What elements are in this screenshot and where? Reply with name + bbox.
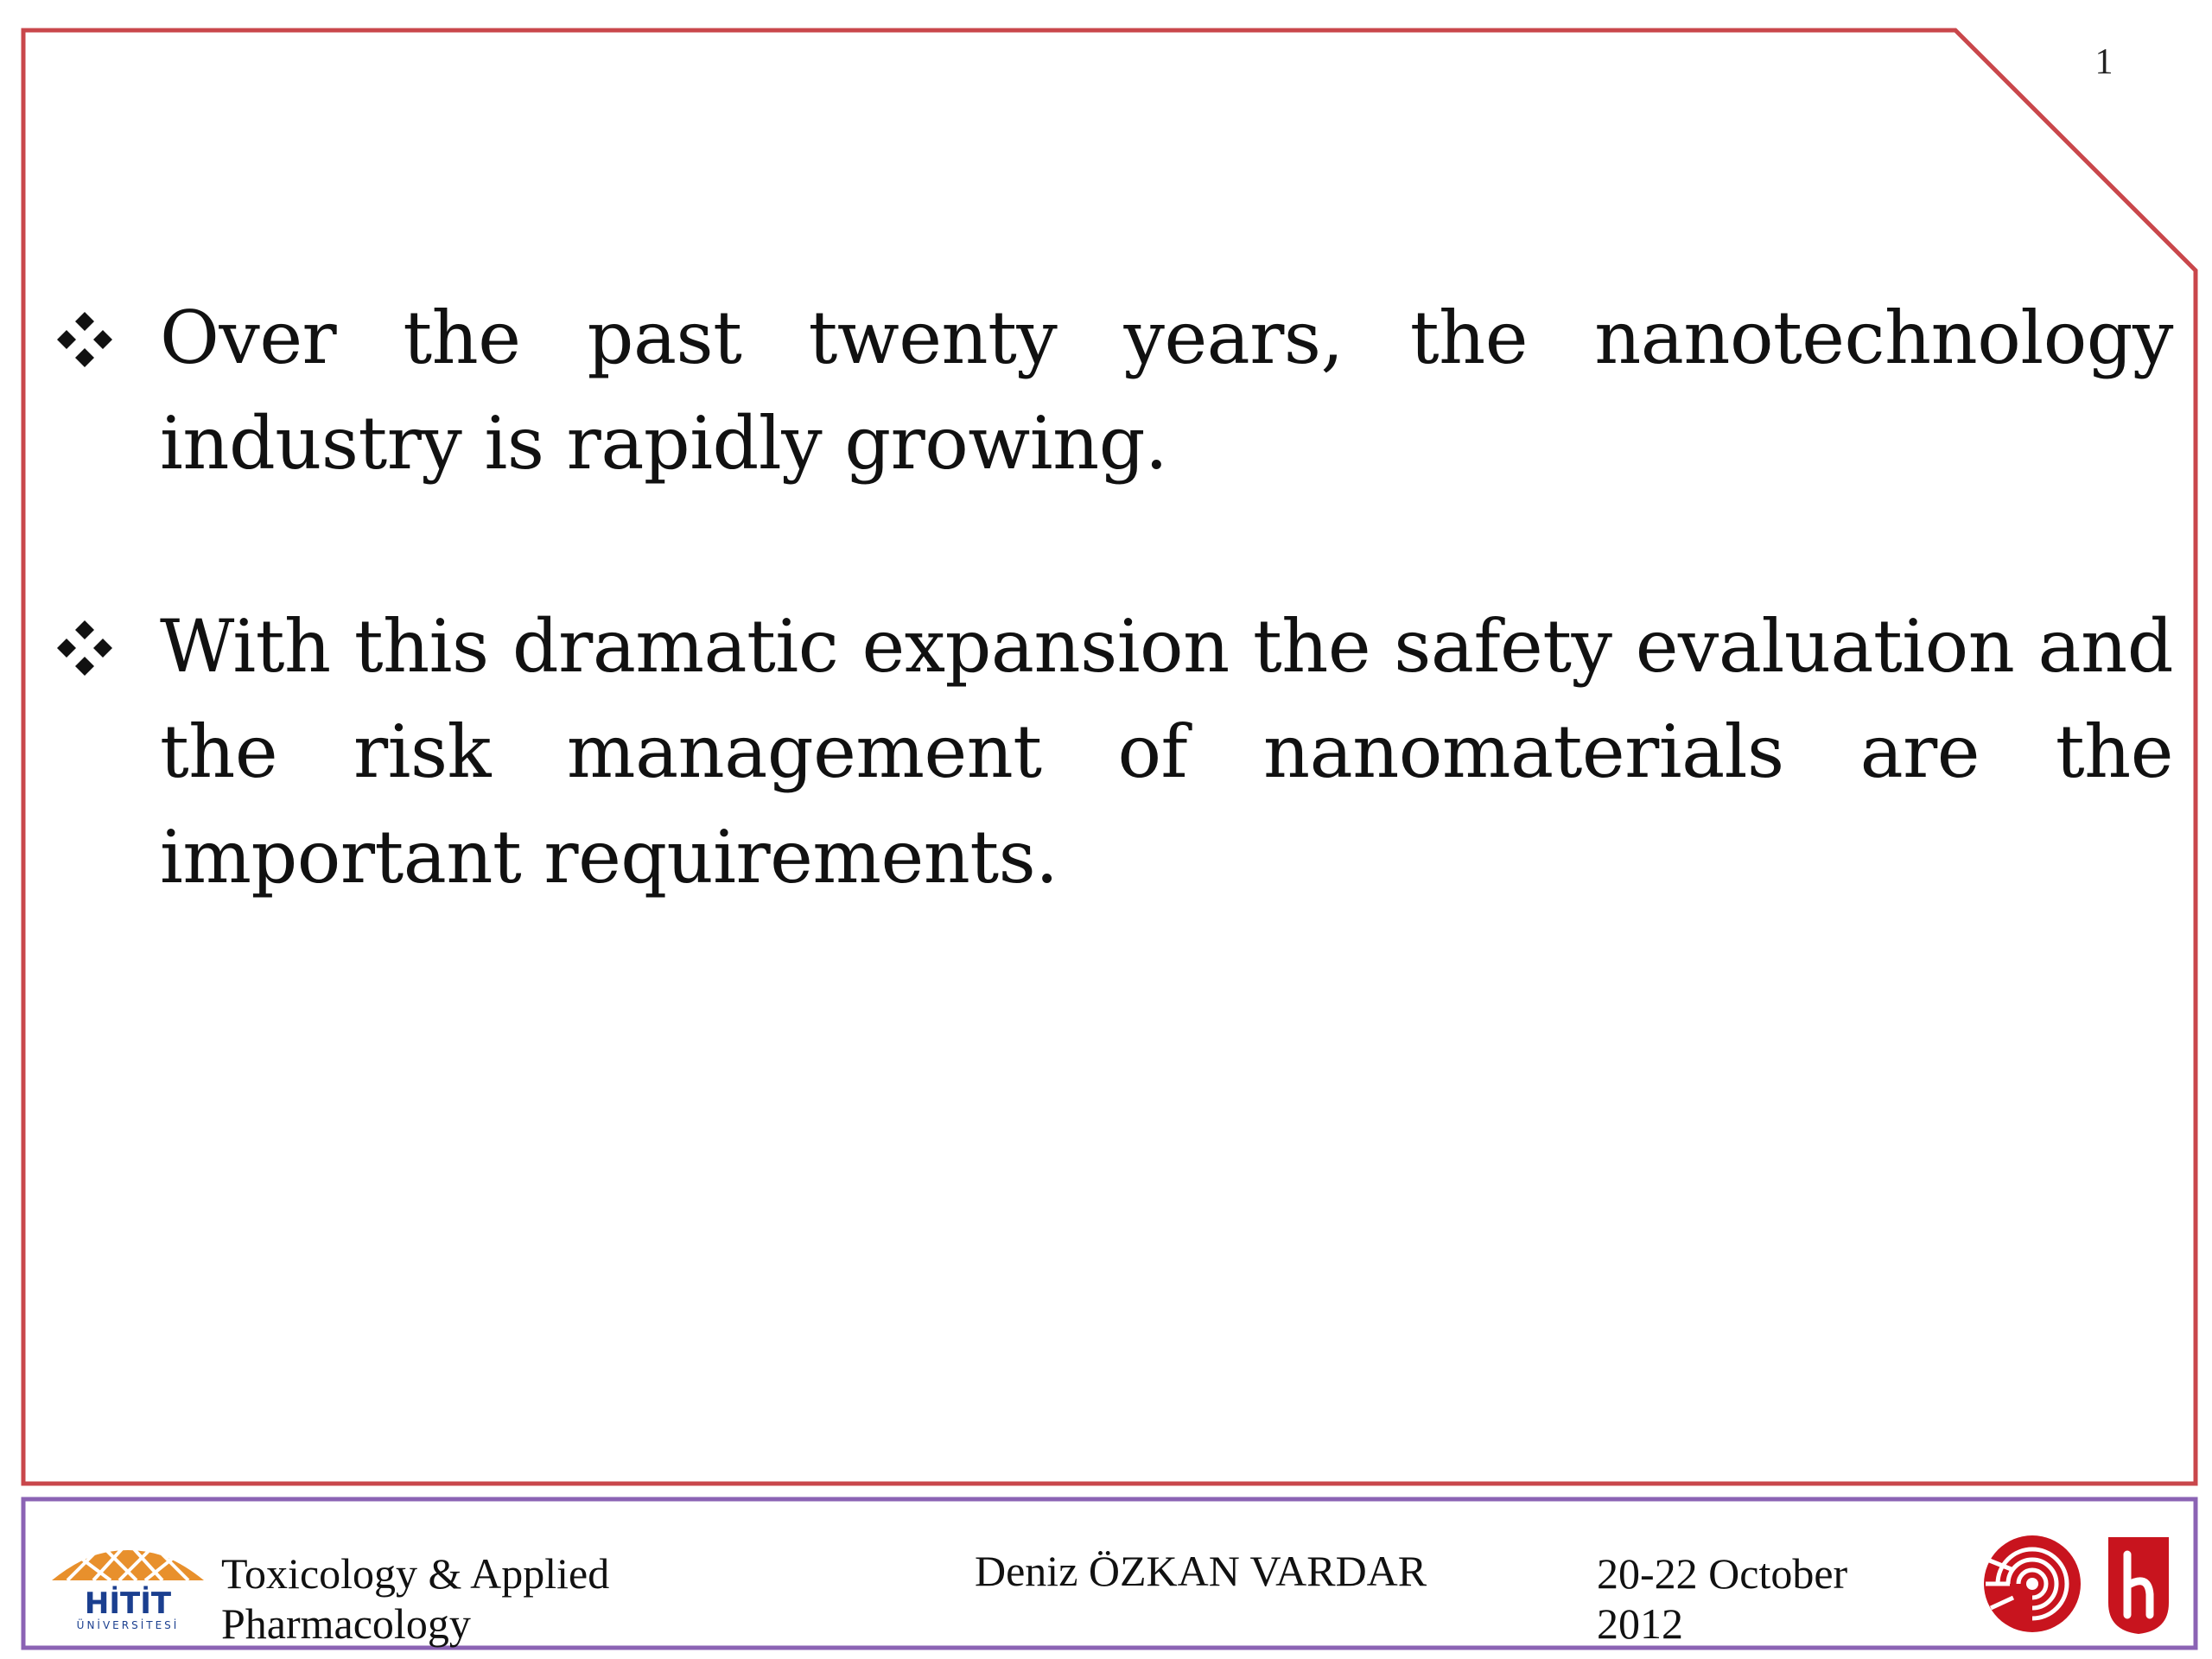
author-name: Deniz ÖZKAN VARDAR bbox=[975, 1547, 1427, 1595]
event-date: 20-22 October 2012 bbox=[1597, 1549, 1848, 1648]
hacettepe-university-logo-icon bbox=[1979, 1525, 2177, 1637]
hitit-university-logo-icon bbox=[41, 1527, 214, 1639]
slide-footer bbox=[24, 1501, 2193, 1648]
svg-text:ÜNİVERSİTESİ: ÜNİVERSİTESİ bbox=[76, 1619, 180, 1631]
svg-text:HİTİT: HİTİT bbox=[84, 1586, 172, 1621]
diamond-bullet-icon bbox=[48, 594, 160, 680]
bullet-text: With this dramatic expansion the safety evaluation and the risk management of nanomaterials are the important requirements. bbox=[160, 604, 2173, 899]
slide-number: 1 bbox=[2094, 42, 2113, 82]
bullet-item bbox=[48, 594, 2173, 910]
bullet-text: Over the past twenty years, the nanotechnology industry is rapidly growing. bbox=[160, 296, 2173, 486]
bullet-item bbox=[48, 285, 2173, 496]
course-title: Toxicology & Applied Pharmacology bbox=[221, 1549, 610, 1648]
diamond-bullet-icon bbox=[48, 285, 160, 372]
